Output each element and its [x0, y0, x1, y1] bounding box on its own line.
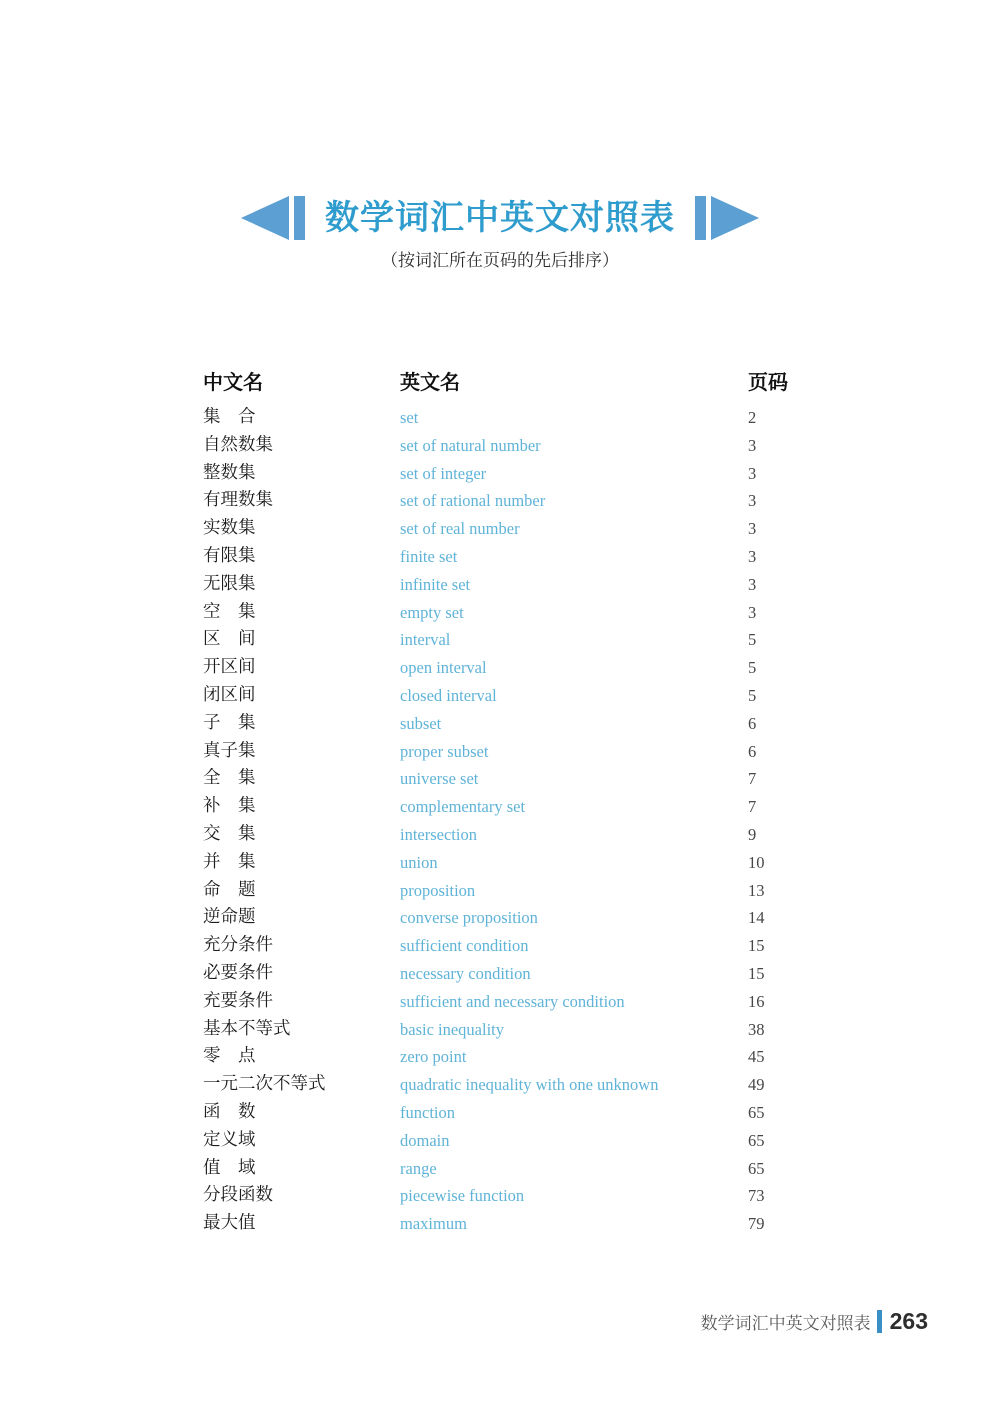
cell-english: set of rational number [400, 491, 546, 511]
cell-english: set of integer [400, 463, 487, 483]
cell-page: 6 [748, 713, 757, 733]
cell-english: proper subset [400, 741, 489, 761]
cell-chinese: 并 集 [203, 851, 256, 872]
table-row [203, 821, 813, 849]
footer-divider-bar [877, 1310, 882, 1333]
cell-page: 3 [748, 519, 757, 539]
cell-chinese: 全 集 [203, 768, 256, 789]
table-row [203, 1071, 813, 1099]
cell-chinese: 值 域 [203, 1157, 256, 1178]
page-subtitle: （按词汇所在页码的先后排序） [381, 251, 619, 271]
cell-page: 3 [748, 463, 757, 483]
cell-english: complementary set [400, 797, 526, 817]
cell-page: 13 [748, 880, 765, 900]
cell-english: subset [400, 713, 442, 733]
cell-english: sufficient and necessary condition [400, 991, 625, 1011]
table-row [203, 571, 813, 599]
table-row [203, 404, 813, 432]
cell-chinese: 最大值 [203, 1213, 256, 1234]
cell-page: 6 [748, 741, 757, 761]
table-row [203, 738, 813, 766]
cell-chinese: 区 间 [203, 629, 256, 650]
cell-english: function [400, 1102, 455, 1122]
cell-chinese: 开区间 [203, 657, 256, 678]
vocab-table [203, 368, 813, 1238]
cell-chinese: 命 题 [203, 879, 256, 900]
table-row [203, 654, 813, 682]
cell-page: 45 [748, 1047, 765, 1067]
cell-chinese: 集 合 [203, 407, 256, 427]
cell-page: 38 [748, 1019, 765, 1039]
cell-english: infinite set [400, 574, 471, 594]
right-arrow-icon [695, 196, 759, 240]
title-block [0, 194, 1000, 242]
cell-page: 5 [748, 658, 757, 678]
cell-chinese: 整数集 [203, 462, 256, 483]
table-row [203, 1127, 813, 1155]
cell-english: set [400, 408, 419, 427]
cell-chinese: 交 集 [203, 823, 256, 844]
cell-english: range [400, 1158, 437, 1178]
cell-english: empty set [400, 602, 464, 622]
cell-page: 65 [748, 1158, 765, 1178]
cell-page: 3 [748, 602, 757, 622]
table-row [203, 877, 813, 905]
table-row [203, 543, 813, 571]
table-row [203, 682, 813, 710]
cell-chinese: 补 集 [203, 796, 256, 817]
cell-page: 65 [748, 1130, 765, 1150]
page-footer [701, 1308, 928, 1335]
cell-page: 49 [748, 1075, 765, 1095]
header-english: 英文名 [400, 372, 460, 394]
cell-chinese: 分段函数 [203, 1185, 273, 1206]
cell-english: finite set [400, 546, 458, 566]
cell-page: 14 [748, 908, 765, 928]
table-row [203, 1182, 813, 1210]
cell-page: 79 [748, 1214, 765, 1234]
cell-chinese: 充分条件 [203, 935, 273, 956]
table-row [203, 904, 813, 932]
cell-chinese: 空 集 [203, 601, 256, 622]
cell-english: union [400, 852, 438, 872]
cell-chinese: 有理数集 [203, 490, 273, 511]
cell-english: interval [400, 630, 451, 650]
table-row [203, 960, 813, 988]
cell-chinese: 一元二次不等式 [203, 1074, 326, 1095]
cell-chinese: 函 数 [203, 1101, 256, 1122]
cell-chinese: 真子集 [203, 740, 256, 761]
cell-english: necessary condition [400, 963, 531, 983]
table-row [203, 432, 813, 460]
cell-english: domain [400, 1130, 450, 1150]
cell-english: set of natural number [400, 435, 541, 455]
cell-english: universe set [400, 769, 479, 789]
cell-english: basic inequality [400, 1019, 505, 1039]
cell-english: closed interval [400, 685, 497, 705]
cell-english: quadratic inequality with one unknown [400, 1075, 659, 1095]
table-row [203, 849, 813, 877]
cell-english: set of real number [400, 519, 520, 539]
table-row [203, 710, 813, 738]
cell-page: 3 [748, 546, 757, 566]
table-row [203, 765, 813, 793]
cell-chinese: 有限集 [203, 545, 256, 566]
header-page: 页码 [748, 372, 788, 394]
cell-english: intersection [400, 824, 477, 844]
table-row [203, 1155, 813, 1183]
left-arrow-icon [241, 196, 305, 240]
cell-page: 15 [748, 963, 765, 983]
cell-page: 73 [748, 1186, 765, 1206]
cell-chinese: 实数集 [203, 518, 256, 539]
cell-page: 5 [748, 630, 757, 650]
cell-page: 3 [748, 574, 757, 594]
footer-chapter-label: 数学词汇中英文对照表 [700, 1314, 871, 1334]
header-chinese: 中文名 [203, 372, 263, 394]
cell-chinese: 逆命题 [203, 907, 256, 928]
cell-chinese: 充要条件 [203, 990, 273, 1011]
cell-english: converse proposition [400, 908, 538, 928]
vocab-table-header [203, 368, 813, 398]
table-row [203, 988, 813, 1016]
cell-page: 7 [748, 797, 757, 817]
cell-chinese: 闭区间 [203, 684, 256, 705]
cell-chinese: 基本不等式 [203, 1018, 291, 1039]
table-row [203, 793, 813, 821]
table-row [203, 932, 813, 960]
cell-chinese: 子 集 [203, 712, 256, 733]
cell-page: 3 [748, 435, 757, 455]
cell-page: 65 [748, 1102, 765, 1122]
cell-chinese: 无限集 [203, 573, 256, 594]
cell-english: open interval [400, 658, 487, 678]
cell-page: 9 [748, 824, 757, 844]
vocab-table-body [203, 404, 813, 1238]
cell-english: sufficient condition [400, 936, 529, 956]
cell-english: zero point [400, 1047, 467, 1067]
table-row [203, 460, 813, 488]
cell-chinese: 必要条件 [203, 962, 273, 983]
cell-page: 3 [748, 491, 757, 511]
table-row [203, 1099, 813, 1127]
cell-page: 10 [748, 852, 765, 872]
cell-page: 15 [748, 936, 765, 956]
cell-english: piecewise function [400, 1186, 525, 1206]
table-row [203, 599, 813, 627]
cell-chinese: 零 点 [203, 1046, 256, 1067]
cell-page: 2 [748, 408, 757, 427]
cell-page: 7 [748, 769, 757, 789]
footer-page-number: 263 [889, 1308, 928, 1334]
page-title: 数学词汇中英文对照表 [325, 198, 675, 238]
cell-english: maximum [400, 1214, 467, 1234]
cell-page: 16 [748, 991, 765, 1011]
table-row [203, 626, 813, 654]
table-row [203, 487, 813, 515]
table-row [203, 1210, 813, 1238]
table-row [203, 1016, 813, 1044]
cell-english: proposition [400, 880, 476, 900]
table-row [203, 1043, 813, 1071]
cell-chinese: 自然数集 [203, 434, 273, 455]
cell-chinese: 定义域 [203, 1129, 256, 1150]
table-row [203, 515, 813, 543]
cell-page: 5 [748, 685, 757, 705]
